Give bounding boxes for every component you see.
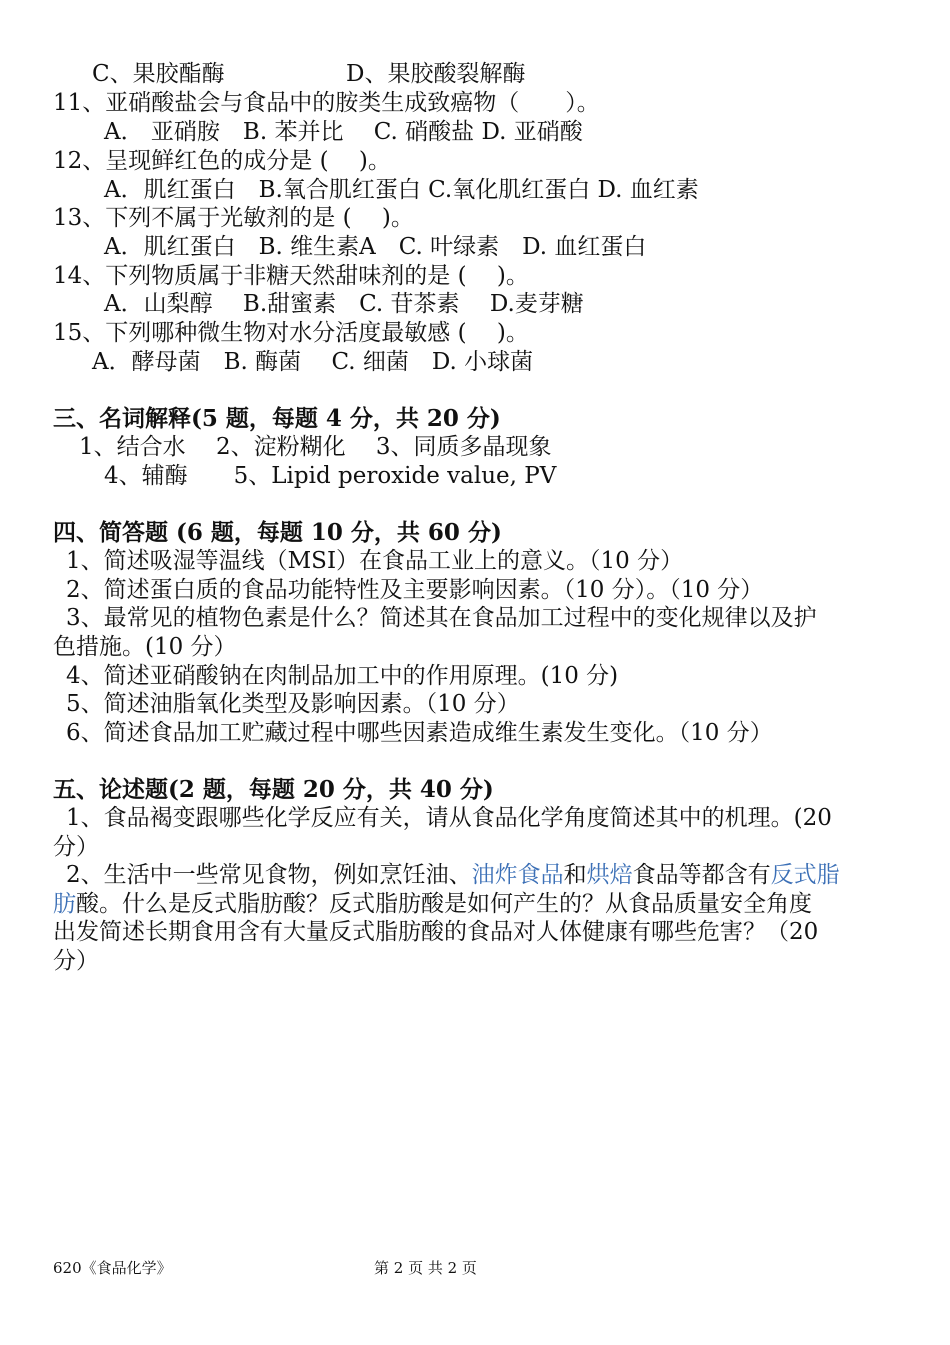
section5-title: 五、论述题(2 题，每题 20 分，共 40 分) bbox=[53, 776, 494, 803]
section4-q2: 2、简述蛋白质的食品功能特性及主要影响因素。（10 分）。（10 分） bbox=[66, 577, 764, 603]
q11-stem: 11、亚硝酸盐会与食品中的胺类生成致癌物（ ）。 bbox=[53, 90, 600, 116]
baking-link[interactable]: 烘焙 bbox=[586, 862, 633, 888]
q14-stem: 14、下列物质属于非糖天然甜味剂的是 ( )。 bbox=[53, 263, 529, 289]
section3-title: 三、名词解释(5 题，每题 4 分，共 20 分) bbox=[53, 405, 501, 432]
section3-terms-row1: 1、结合水 2、淀粉糊化 3、同质多晶现象 bbox=[79, 434, 552, 460]
section5-q2-text-after: 酸。什么是反式脂肪酸？反式脂肪酸是如何产生的？从食品质量安全角度 bbox=[76, 891, 812, 917]
q14-options: A．山梨醇 B.甜蜜素 C. 苷茶素 D.麦芽糖 bbox=[104, 291, 584, 317]
q10-option-c: C、果胶酯酶 bbox=[92, 61, 225, 87]
section4-q1: 1、简述吸湿等温线（MSI）在食品工业上的意义。（10 分） bbox=[66, 548, 684, 574]
q11-options: A． 亚硝胺 B. 苯并比 C. 硝酸盐 D. 亚硝酸 bbox=[104, 119, 583, 145]
q15-stem: 15、下列哪种微生物对水分活度最敏感 ( )。 bbox=[53, 320, 529, 346]
q13-stem: 13、下列不属于光敏剂的是 ( )。 bbox=[53, 205, 414, 231]
section5-q1-line2: 分） bbox=[53, 834, 99, 860]
section4-q3-line1: 3、最常见的植物色素是什么？简述其在食品加工过程中的变化规律以及护 bbox=[66, 605, 817, 631]
section5-q1-line1: 1、食品褐变跟哪些化学反应有关，请从食品化学角度简述其中的机理。(20 bbox=[66, 805, 832, 831]
section5-q2-text-mid: 食品等都含有 bbox=[632, 862, 771, 888]
section4-q3-line2: 色措施。(10 分） bbox=[53, 634, 237, 660]
trans-fat-link-part2[interactable]: 肪 bbox=[53, 891, 76, 917]
section4-q6: 6、简述食品加工贮藏过程中哪些因素造成维生素发生变化。（10 分） bbox=[66, 720, 773, 746]
fried-food-link[interactable]: 油炸食品 bbox=[471, 862, 564, 888]
q12-options: A．肌红蛋白 B.氧合肌红蛋白 C.氧化肌红蛋白 D. 血红素 bbox=[104, 177, 699, 203]
section4-q5: 5、简述油脂氧化类型及影响因素。（10 分） bbox=[66, 691, 520, 717]
q12-stem: 12、呈现鲜红色的成分是 ( )。 bbox=[53, 148, 391, 174]
section4-q4: 4、简述亚硝酸钠在肉制品加工中的作用原理。(10 分) bbox=[66, 663, 619, 689]
q15-options: A．酵母菌 B. 酶菌 C. 细菌 D. 小球菌 bbox=[92, 349, 534, 375]
q13-options: A．肌红蛋白 B. 维生素A C. 叶绿素 D. 血红蛋白 bbox=[104, 234, 647, 260]
section5-q2-line1 bbox=[66, 861, 840, 890]
section5-q2-text-and: 和 bbox=[563, 862, 587, 888]
q10-option-d: D、果胶酸裂解酶 bbox=[346, 61, 526, 87]
section3-terms-row2: 4、辅酶 5、Lipid peroxide value, PV bbox=[104, 463, 557, 489]
footer-course-label: 620《食品化学》 bbox=[53, 1259, 172, 1277]
section4-title: 四、简答题 (6 题，每题 10 分，共 60 分) bbox=[53, 519, 502, 546]
section5-q2-text-pre: 2、生活中一些常见食物，例如烹饪油、 bbox=[66, 862, 472, 888]
trans-fat-link-part1[interactable]: 反式脂 bbox=[770, 862, 840, 888]
section5-q2-line2 bbox=[53, 890, 812, 919]
section5-q2-line4: 分） bbox=[53, 948, 99, 974]
section5-q2-line3: 出发简述长期食用含有大量反式脂肪酸的食品对人体健康有哪些危害？（20 bbox=[53, 919, 819, 945]
footer-page-number: 第 2 页 共 2 页 bbox=[374, 1259, 477, 1277]
